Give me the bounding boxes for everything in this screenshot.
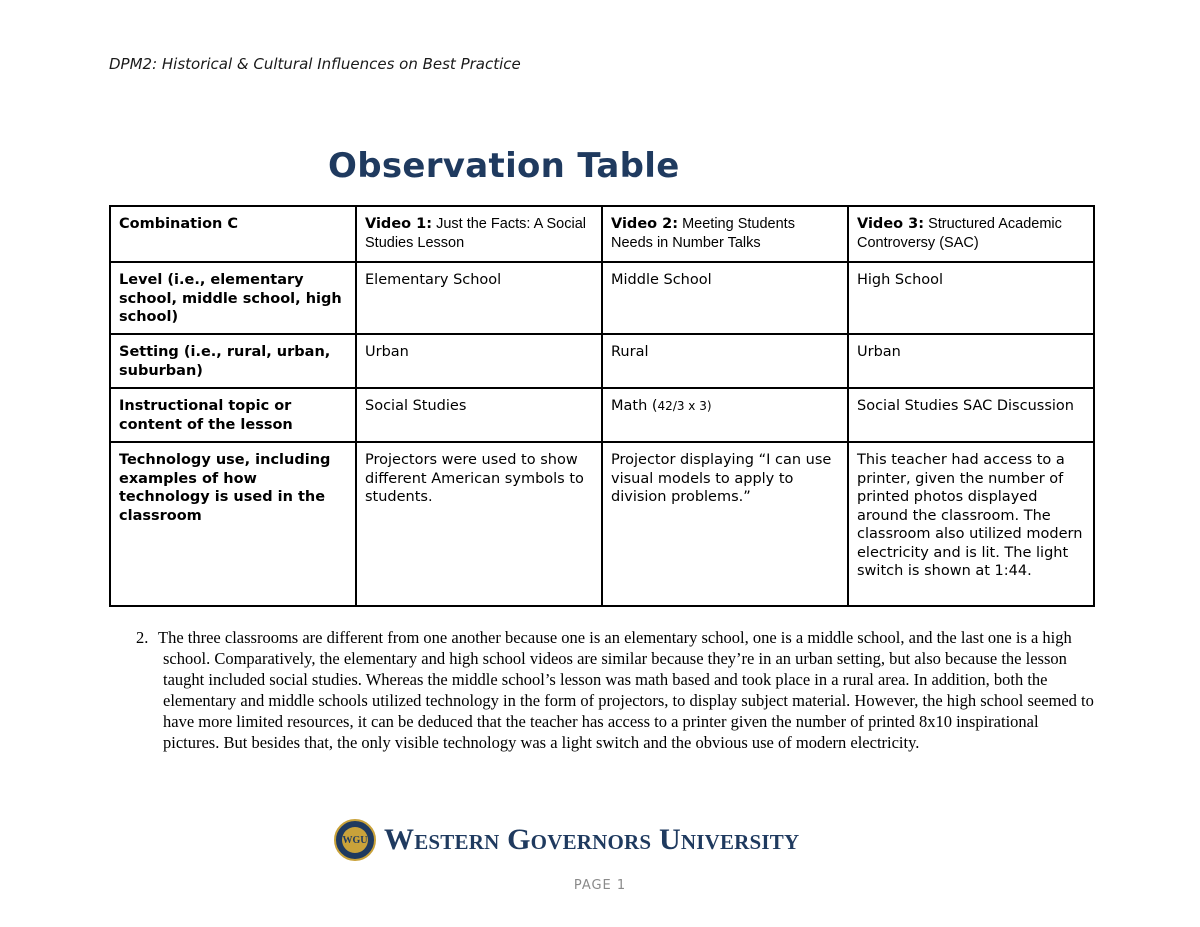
video-2-prefix: Video 2: (611, 216, 679, 232)
math-expression: 42/3 x 3) (657, 399, 712, 413)
table-row-setting (110, 334, 1094, 388)
row-label: Technology use, including examples of how technology is used in the classroom (110, 442, 356, 606)
video-2-title: Meeting Students Needs in Number Talks (611, 216, 795, 251)
math-topic: Math ( (611, 398, 658, 414)
table-header-row (110, 206, 1094, 262)
video-3-title: Structured Academic Controversy (SAC) (857, 216, 1062, 251)
table-cell (602, 388, 848, 442)
video-2-header (602, 206, 848, 262)
seal-initials: WGU (342, 827, 368, 853)
table-cell: High School (848, 262, 1094, 334)
table-row-topic (110, 388, 1094, 442)
observation-table (109, 205, 1095, 607)
table-cell: Social Studies (356, 388, 602, 442)
row-label: Instructional topic or content of the lesson (110, 388, 356, 442)
table-cell: Projectors were used to show different American symbols to students. (356, 442, 602, 606)
table-cell: Elementary School (356, 262, 602, 334)
table-row-level (110, 262, 1094, 334)
table-cell: Urban (848, 334, 1094, 388)
video-3-header (848, 206, 1094, 262)
document-header: DPM2: Historical & Cultural Influences on Best Practice (109, 55, 521, 73)
video-3-prefix: Video 3: (857, 216, 925, 232)
table-row-technology (110, 442, 1094, 606)
logo-wordmark: Western Governors University (384, 823, 800, 856)
table-cell: This teacher had access to a printer, given the number of printed photos displayed around the classroom. The classroom also utilized modern electricity and is lit. The light switch is shown at 1:44. (848, 442, 1094, 606)
video-1-title: Just the Facts: A Social Studies Lesson (365, 216, 587, 251)
table-cell: Rural (602, 334, 848, 388)
table-cell: Social Studies SAC Discussion (848, 388, 1094, 442)
wgu-logo (334, 818, 799, 862)
answer-paragraph (136, 627, 1096, 753)
page-number: PAGE 1 (573, 878, 627, 893)
table-cell: Middle School (602, 262, 848, 334)
video-1-header (356, 206, 602, 262)
video-1-prefix: Video 1: (365, 216, 433, 232)
combination-label: Combination C (110, 206, 356, 262)
table-cell: Projector displaying “I can use visual models to apply to division problems.” (602, 442, 848, 606)
row-label: Setting (i.e., rural, urban, suburban) (110, 334, 356, 388)
row-label: Level (i.e., elementary school, middle school, high school) (110, 262, 356, 334)
page-title: Observation Table (328, 146, 680, 186)
answer-text: The three classrooms are different from one another because one is an elementary school, one is a middle school, and the last one is a high school. Comparatively, the elementary and high school videos are similar because they’re in an urban setting, but also because the lesson taught included social studies. Whereas the middle school’s lesson was math based and took place in a rural area. In addition, both the elementary and middle schools utilized technology in the form of projectors, to display subject material. However, the high school seemed to have more limited resources, it can be deduced that the teacher has access to a printer given the number of printed 8x10 inspirational pictures. But besides that, the only visible technology was a light switch and the obvious use of modern electricity. (158, 628, 1094, 752)
answer-number: 2. (136, 628, 149, 647)
wgu-seal-icon (334, 819, 376, 861)
table-cell: Urban (356, 334, 602, 388)
